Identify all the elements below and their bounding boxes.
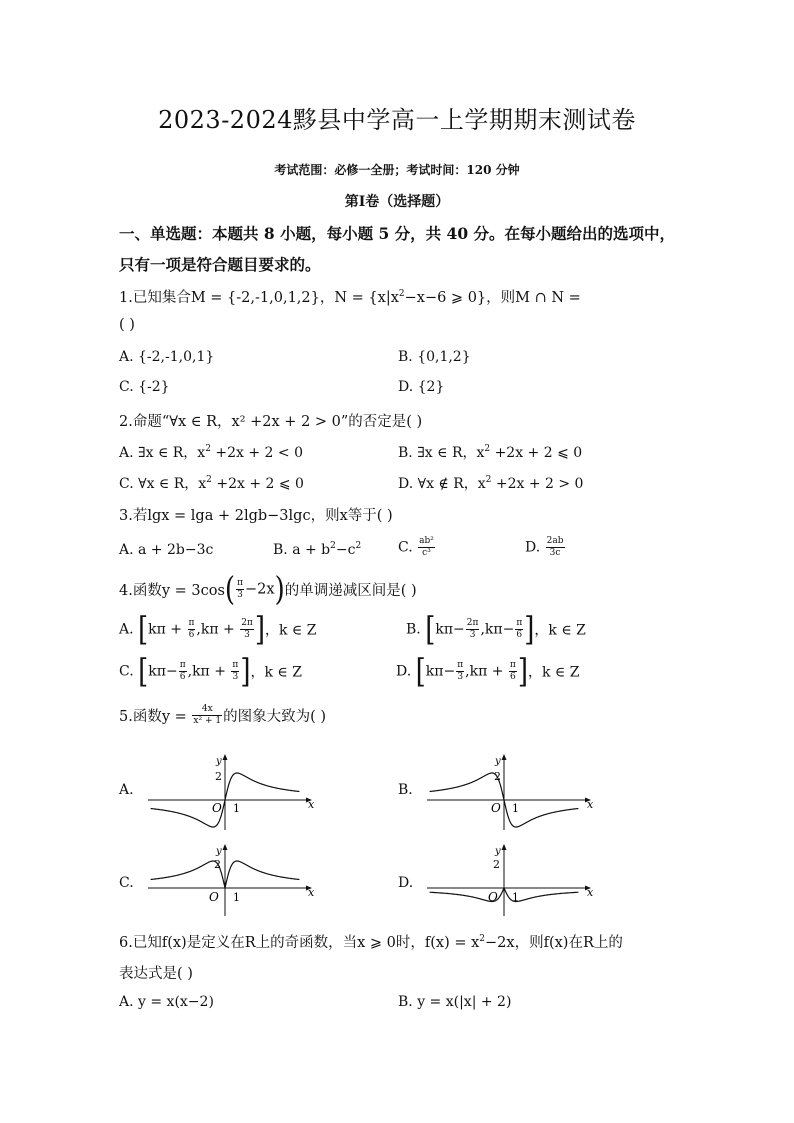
q5-stem-text: 5.函数y =: [119, 709, 192, 725]
q3-option-b-sup1: 2: [330, 541, 336, 551]
q4-stem-arg: −2x: [245, 581, 275, 598]
origin-label: O: [212, 801, 222, 815]
q4-d-bracket-right: ]: [517, 652, 528, 691]
q4-b-frac2: [515, 618, 523, 641]
q3-option-a[interactable]: A. a + 2b−3c: [119, 542, 214, 558]
q4-a-bracket-right: ]: [254, 610, 265, 649]
q4-d-frac1: [456, 660, 464, 683]
q4-b-bracket-right: ]: [524, 610, 535, 649]
q6-stem-part-b: −2x，则f(x)在R上的: [485, 935, 623, 951]
q3-option-c[interactable]: [398, 536, 436, 559]
q4-a-tail: ，k ∈ Z: [265, 622, 317, 639]
q5-graph-a[interactable]: [146, 752, 318, 832]
y-tick-label: 2: [215, 770, 222, 783]
q2-option-d-text: D. ∀x ∉ R，x: [398, 476, 486, 492]
q2-option-b-sup: 2: [484, 444, 491, 454]
q4-a-bracket-left: [: [138, 610, 149, 649]
q4-a-label: A.: [119, 621, 134, 638]
q4-d-part2: ,kπ +: [465, 663, 508, 680]
q4-d-f1d: 3: [457, 672, 464, 682]
q5-graph-c[interactable]: [146, 842, 318, 918]
q4-stem: [119, 570, 417, 609]
y-axis-arrow: [223, 844, 228, 850]
y-axis-arrow: [502, 844, 507, 850]
q2-option-a[interactable]: [119, 442, 303, 462]
q4-c-part2: ,kπ +: [187, 663, 231, 680]
q2-option-c-text: C. ∀x ∈ R，x: [119, 476, 207, 492]
q3-option-d[interactable]: [525, 536, 566, 559]
q4-a-f1d: 6: [188, 630, 195, 640]
exam-info: 考试范围：必修一全册；考试时间：120 分钟: [274, 163, 520, 177]
q4-b-f1d: 3: [469, 630, 476, 640]
q1-answer-paren: ( ): [119, 317, 135, 333]
q4-d-part1: kπ−: [425, 663, 456, 680]
q4-b-part1: kπ−: [435, 621, 465, 638]
q4-c-f1n: π: [179, 660, 186, 670]
q6-stem-part-a: 6.已知f(x)是定义在R上的奇函数，当x ⩾ 0时，f(x) = x: [119, 935, 480, 951]
q2-option-d-sup: 2: [485, 475, 492, 485]
q1-stem-part-a: 1.已知集合M = {-2,-1,0,1,2}，N = {x|x: [119, 290, 399, 306]
axis-label-y: y: [216, 846, 222, 857]
q4-c-frac2: [231, 660, 239, 683]
q2-option-d[interactable]: [398, 473, 583, 493]
q5-option-c-label[interactable]: C.: [119, 875, 134, 891]
q4-a-frac1: [188, 618, 196, 641]
exam-title: 2023-2024黟县中学高一上学期期末测试卷: [158, 106, 636, 134]
q3-option-c-label: C.: [398, 539, 413, 556]
y-tick-label: 2: [214, 858, 221, 871]
q4-c-part1: kπ−: [148, 663, 178, 680]
section-heading-line1: 一、单选题：本题共 8 小题，每小题 5 分，共 40 分。在每小题给出的选项中，: [119, 224, 676, 243]
q3-option-d-fraction: [546, 536, 565, 559]
q4-b-bracket-left: [: [425, 610, 436, 649]
y-axis-arrow: [223, 754, 228, 760]
q4-option-c[interactable]: [119, 652, 302, 691]
y-axis-arrow: [502, 754, 507, 760]
q4-stem-text: 4.函数y = 3cos: [119, 583, 225, 599]
q4-a-part1: kπ +: [148, 621, 187, 638]
axis-label-y: y: [495, 756, 501, 767]
q2-option-c-tail: +2x + 2 ⩽ 0: [211, 476, 304, 492]
q3-option-b-sup2: 2: [355, 541, 362, 551]
q3-option-b-mid: −c: [335, 542, 356, 558]
q1-option-a[interactable]: A. {-2,-1,0,1}: [119, 349, 215, 365]
q2-option-a-text: A. ∃x ∈ R，x: [119, 445, 206, 461]
q4-a-f2n: 2π: [241, 618, 253, 628]
y-tick-label: 2: [493, 858, 500, 871]
volume-heading: 第Ⅰ卷（选择题）: [344, 194, 450, 210]
q4-a-frac2: [240, 618, 254, 641]
q5-option-a-label[interactable]: A.: [119, 782, 134, 798]
q5-graph-d[interactable]: [425, 842, 597, 918]
q4-stem-den: 3: [237, 590, 243, 600]
q2-option-c-sup: 2: [206, 475, 212, 485]
q3-option-b[interactable]: [273, 542, 361, 558]
q1-option-b[interactable]: B. {0,1,2}: [398, 349, 471, 365]
origin-label: O: [209, 890, 219, 904]
q4-option-d[interactable]: [396, 652, 580, 691]
x-tick-label: 1: [233, 891, 240, 904]
q6-option-b[interactable]: B. y = x(|x| + 2): [398, 994, 512, 1010]
section-heading-line2: 只有一项是符合题目要求的。: [119, 255, 321, 274]
q2-stem: 2.命题“∀x ∈ R，x² +2x + 2 > 0”的否定是( ): [119, 414, 423, 430]
axis-label-x: x: [587, 798, 594, 811]
q4-d-bracket-left: [: [415, 652, 426, 691]
axis-label-y: y: [495, 846, 501, 857]
q4-d-f2d: 6: [510, 672, 516, 682]
q4-a-part2: ,kπ +: [196, 621, 240, 638]
axis-label-y: y: [216, 756, 222, 767]
q2-option-b-text: B. ∃x ∈ R，x: [398, 445, 485, 461]
origin-label: O: [488, 890, 498, 904]
q5-stem-fraction: [192, 704, 222, 727]
q4-b-frac1: [466, 618, 480, 641]
q2-option-a-sup: 2: [205, 444, 211, 454]
q6-option-a[interactable]: A. y = x(x−2): [119, 994, 214, 1010]
q4-paren-right: ): [274, 570, 285, 609]
q2-option-b[interactable]: [398, 442, 582, 462]
q4-d-f2n: π: [509, 660, 516, 670]
q4-b-part2: ,kπ−: [480, 621, 515, 638]
q2-option-b-tail: +2x + 2 ⩽ 0: [490, 445, 583, 461]
q4-b-tail: ，k ∈ Z: [534, 622, 586, 639]
x-tick-label: 1: [233, 802, 240, 815]
q5-stem-tail: 的图象大致为( ): [223, 709, 327, 725]
q3-option-c-fraction: [418, 536, 435, 559]
axis-label-x: x: [308, 798, 315, 811]
q3-c-denominator: c³: [422, 548, 431, 558]
q5-graph-b[interactable]: [425, 752, 597, 832]
q4-c-label: C.: [119, 663, 134, 680]
q3-option-d-label: D.: [525, 539, 541, 556]
q4-stem-fraction: [236, 578, 244, 601]
q3-stem: 3.若lgx = lga + 2lgb−3lgc，则x等于( ): [119, 508, 393, 524]
q2-option-d-tail: +2x + 2 > 0: [491, 476, 584, 492]
q1-superscript: 2: [398, 289, 405, 299]
y-tick-label: 2: [494, 770, 501, 783]
q2-option-a-tail: +2x + 2 < 0: [210, 445, 303, 461]
x-tick-label: 1: [512, 891, 519, 904]
q4-c-frac1: [179, 660, 187, 683]
q4-c-f2d: 3: [232, 672, 239, 682]
q5-stem-den: x² + 1: [193, 716, 222, 726]
q6-stem-line2: 表达式是( ): [119, 966, 193, 982]
x-tick-label: 1: [512, 802, 519, 815]
q4-d-label: D.: [396, 663, 412, 680]
q1-option-c[interactable]: C. {-2}: [119, 379, 170, 395]
q4-b-label: B.: [406, 621, 421, 638]
axis-label-x: x: [308, 886, 315, 899]
q4-a-f1n: π: [188, 618, 195, 628]
q4-stem-tail: 的单调递减区间是( ): [284, 583, 417, 599]
q4-d-f1n: π: [457, 660, 464, 670]
q4-c-bracket-right: ]: [240, 652, 251, 691]
q1-option-d[interactable]: D. {2}: [398, 379, 445, 395]
axis-label-x: x: [587, 886, 594, 899]
q4-stem-num: π: [237, 578, 243, 588]
q4-c-f2n: π: [232, 660, 239, 670]
q4-d-tail: ，k ∈ Z: [527, 664, 580, 681]
q4-option-b[interactable]: [406, 610, 586, 649]
q5-stem: [119, 704, 326, 727]
q4-c-f1d: 6: [179, 672, 186, 682]
q4-a-f2d: 3: [244, 630, 250, 640]
q4-option-a[interactable]: [119, 610, 317, 649]
q4-b-f1n: 2π: [466, 618, 479, 628]
q2-option-c[interactable]: [119, 473, 304, 493]
q3-option-b-text: B. a + b: [273, 542, 331, 558]
q4-paren-left: (: [224, 570, 236, 609]
q3-c-numerator: ab²: [419, 536, 434, 546]
origin-label: O: [491, 801, 501, 815]
q1-stem: [119, 286, 581, 307]
q6-stem-line1: [119, 931, 623, 952]
q4-b-f2d: 6: [516, 630, 523, 640]
q1-stem-part-b: −x−6 ⩾ 0}，则M ∩ N =: [404, 290, 581, 306]
q3-d-numerator: 2ab: [546, 536, 564, 546]
q4-c-bracket-left: [: [138, 652, 149, 691]
q6-superscript: 2: [479, 934, 486, 944]
q4-d-frac2: [509, 660, 517, 683]
q4-c-tail: ，k ∈ Z: [250, 664, 302, 681]
q5-option-b-label[interactable]: B.: [398, 782, 413, 798]
q5-option-d-label[interactable]: D.: [398, 875, 414, 891]
q3-d-denominator: 3c: [549, 548, 561, 558]
q5-stem-num: 4x: [192, 704, 222, 716]
q4-b-f2n: π: [516, 618, 523, 628]
